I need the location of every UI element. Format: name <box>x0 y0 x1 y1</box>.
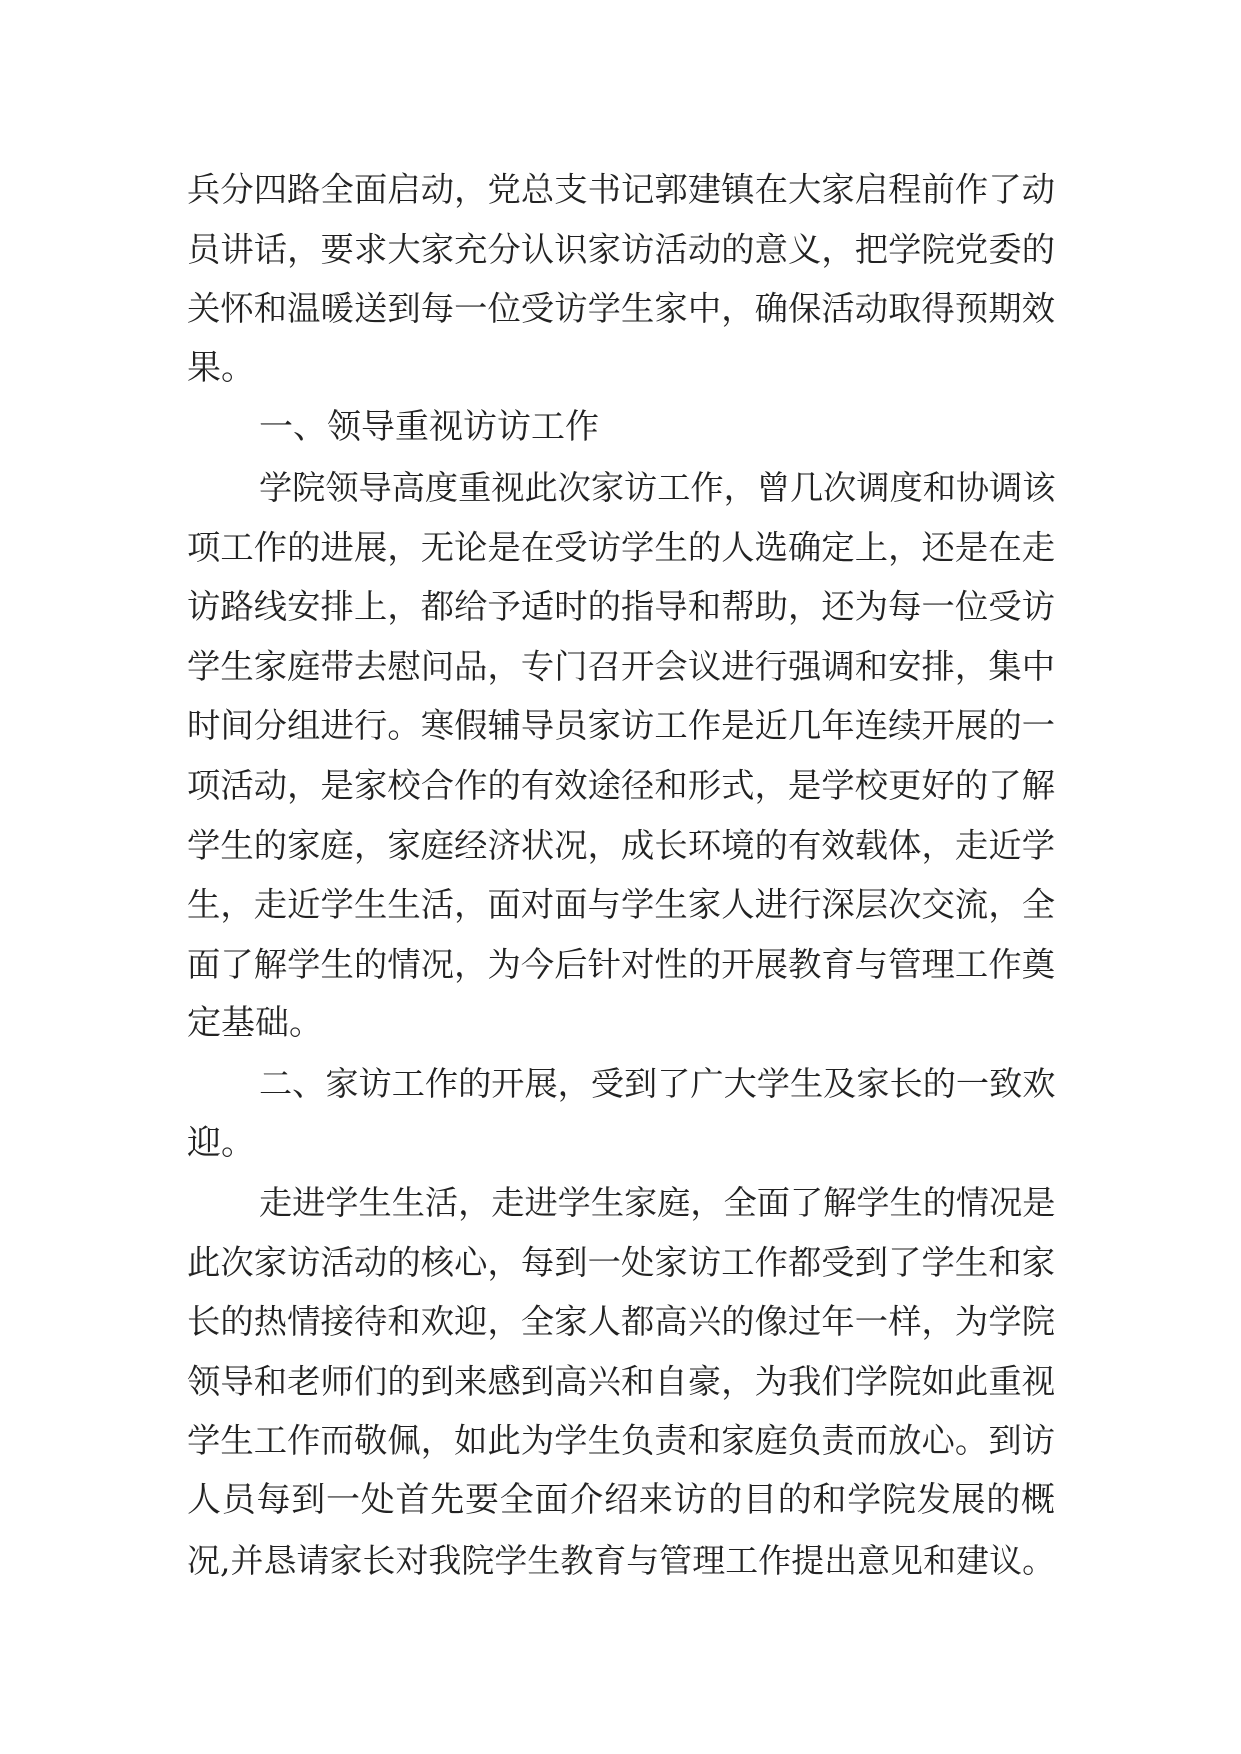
text-line: 兵分四路全面启动，党总支书记郭建镇在大家启程前作了动 <box>187 170 1055 209</box>
text-line: 人员每到一处首先要全面介绍来访的目的和学院发展的概 <box>187 1480 1055 1521</box>
text-line: 长的热情接待和欢迎，全家人都高兴的像过年一样，为学院 <box>187 1302 1055 1342</box>
text-line: 学生家庭带去慰问品，专门召开会议进行强调和安排，集中 <box>187 646 1055 686</box>
text-line: 面了解学生的情况，为今后针对性的开展教育与管理工作奠 <box>187 944 1055 984</box>
text-line: 定基础。 <box>187 1003 323 1044</box>
text-line: 时间分组进行。寒假辅导员家访工作是近几年连续开展的一 <box>187 706 1055 746</box>
text-line: 项活动，是家校合作的有效途径和形式，是学校更好的了解 <box>187 765 1055 805</box>
text-line: 果。 <box>187 347 255 388</box>
text-line: 走进学生生活，走进学生家庭，全面了解学生的情况是 <box>259 1183 1056 1223</box>
text-line: 一、领导重视访访工作 <box>259 407 599 448</box>
text-line: 学生工作而敬佩，如此为学生负责和家庭负责而放心。到访 <box>187 1421 1055 1461</box>
text-line: 二、家访工作的开展，受到了广大学生及家长的一致欢 <box>259 1063 1056 1103</box>
text-line: 生，走近学生生活，面对面与学生家人进行深层次交流，全 <box>187 885 1055 925</box>
text-line: 此次家访活动的核心，每到一处家访工作都受到了学生和家 <box>187 1242 1055 1282</box>
text-line: 学院领导高度重视此次家访工作，曾几次调度和协调该 <box>259 467 1056 507</box>
text-line: 访路线安排上，都给予适时的指导和帮助，还为每一位受访 <box>187 587 1055 627</box>
text-line: 项工作的进展，无论是在受访学生的人选确定上，还是在走 <box>187 527 1055 567</box>
text-line: 员讲话，要求大家充分认识家访活动的意义，把学院党委的 <box>187 229 1055 269</box>
text-line: 况,并恳请家长对我院学生教育与管理工作提出意见和建议。 <box>187 1540 1055 1580</box>
text-line: 关怀和温暖送到每一位受访学生家中，确保活动取得预期效 <box>187 289 1055 329</box>
document-body <box>187 160 1055 1590</box>
text-line: 迎。 <box>187 1122 255 1163</box>
text-line: 学生的家庭，家庭经济状况，成长环境的有效载体，走近学 <box>187 825 1055 865</box>
text-line: 领导和老师们的到来感到高兴和自豪，为我们学院如此重视 <box>187 1361 1055 1401</box>
